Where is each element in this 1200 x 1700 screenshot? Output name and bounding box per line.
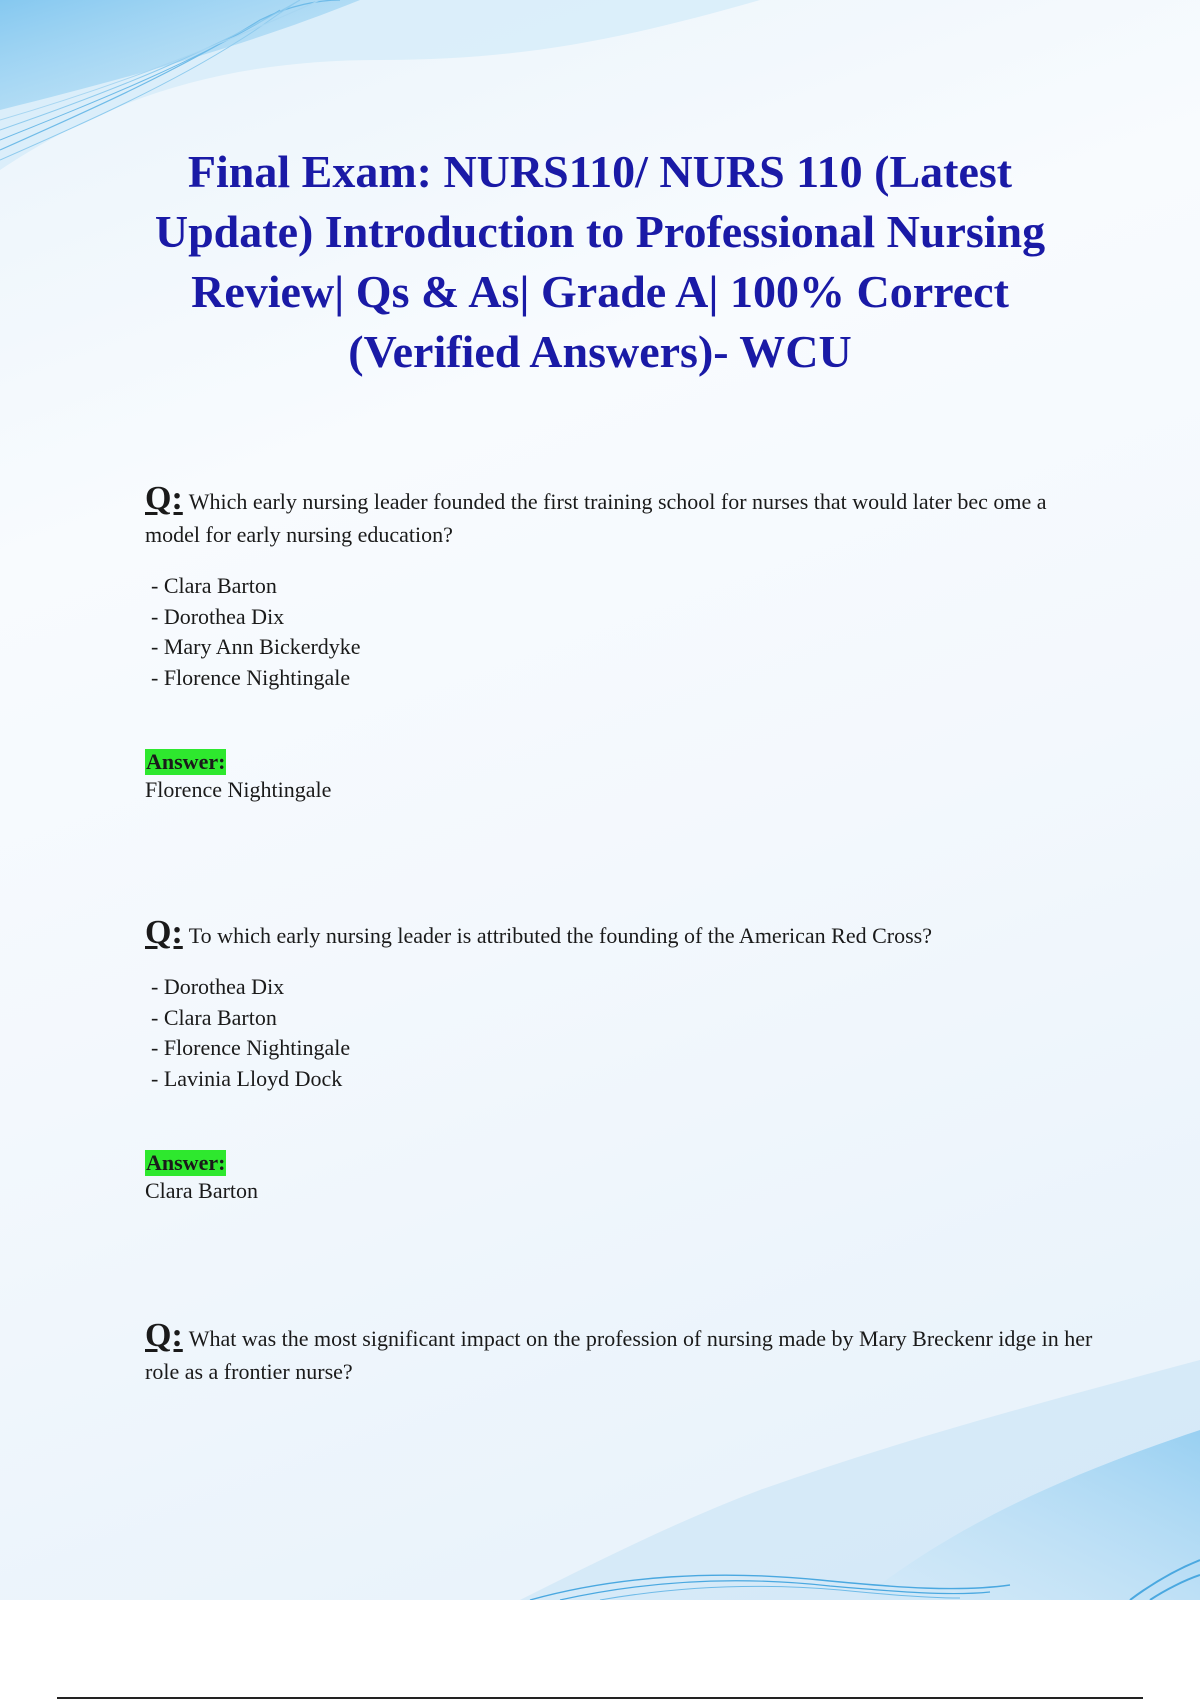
option-item: - Clara Barton bbox=[151, 1004, 277, 1030]
question-label: Q: bbox=[145, 1317, 183, 1354]
question-block-2 bbox=[145, 916, 1095, 1206]
question-line bbox=[145, 1319, 1095, 1388]
option-item: - Lavinia Lloyd Dock bbox=[151, 1065, 343, 1091]
answer-value: Florence Nightingale bbox=[145, 777, 332, 802]
option-item: - Mary Ann Bickerdyke bbox=[151, 634, 361, 659]
document-title: Final Exam: NURS110/ NURS 110 (Latest Update) Introduction to Professional Nursing Review| Qs & As| Grade A| 100% Correct (Verified Answers)- WCU bbox=[154, 146, 1046, 377]
question-label: Q: bbox=[145, 914, 183, 951]
question-text: What was the most significant impact on the profession of nursing made by Mary Breckenr idge in her role as a frontier nurse? bbox=[145, 1326, 1093, 1384]
question-block-3 bbox=[145, 1319, 1095, 1388]
answer-value: Clara Barton bbox=[145, 1178, 259, 1203]
answer-label: Answer: bbox=[146, 749, 226, 774]
option-item: - Dorothea Dix bbox=[151, 974, 285, 999]
question-label: Q: bbox=[145, 480, 183, 517]
question-line bbox=[145, 482, 1095, 551]
option-list bbox=[151, 571, 1095, 693]
option-item: - Clara Barton bbox=[151, 573, 277, 598]
option-item: - Florence Nightingale bbox=[151, 664, 351, 690]
question-block-1 bbox=[145, 482, 1095, 805]
page-divider bbox=[57, 1697, 1143, 1699]
question-text: Which early nursing leader founded the first training school for nurses that would later bec ome a model for early nursing education? bbox=[145, 489, 1047, 547]
question-line bbox=[145, 916, 1095, 952]
question-text: To which early nursing leader is attributed the founding of the American Red Cross? bbox=[188, 923, 932, 948]
option-item: - Florence Nightingale bbox=[151, 1035, 351, 1060]
option-item: - Dorothea Dix bbox=[151, 603, 285, 629]
answer-label: Answer: bbox=[146, 1150, 226, 1175]
option-list bbox=[151, 972, 1095, 1094]
